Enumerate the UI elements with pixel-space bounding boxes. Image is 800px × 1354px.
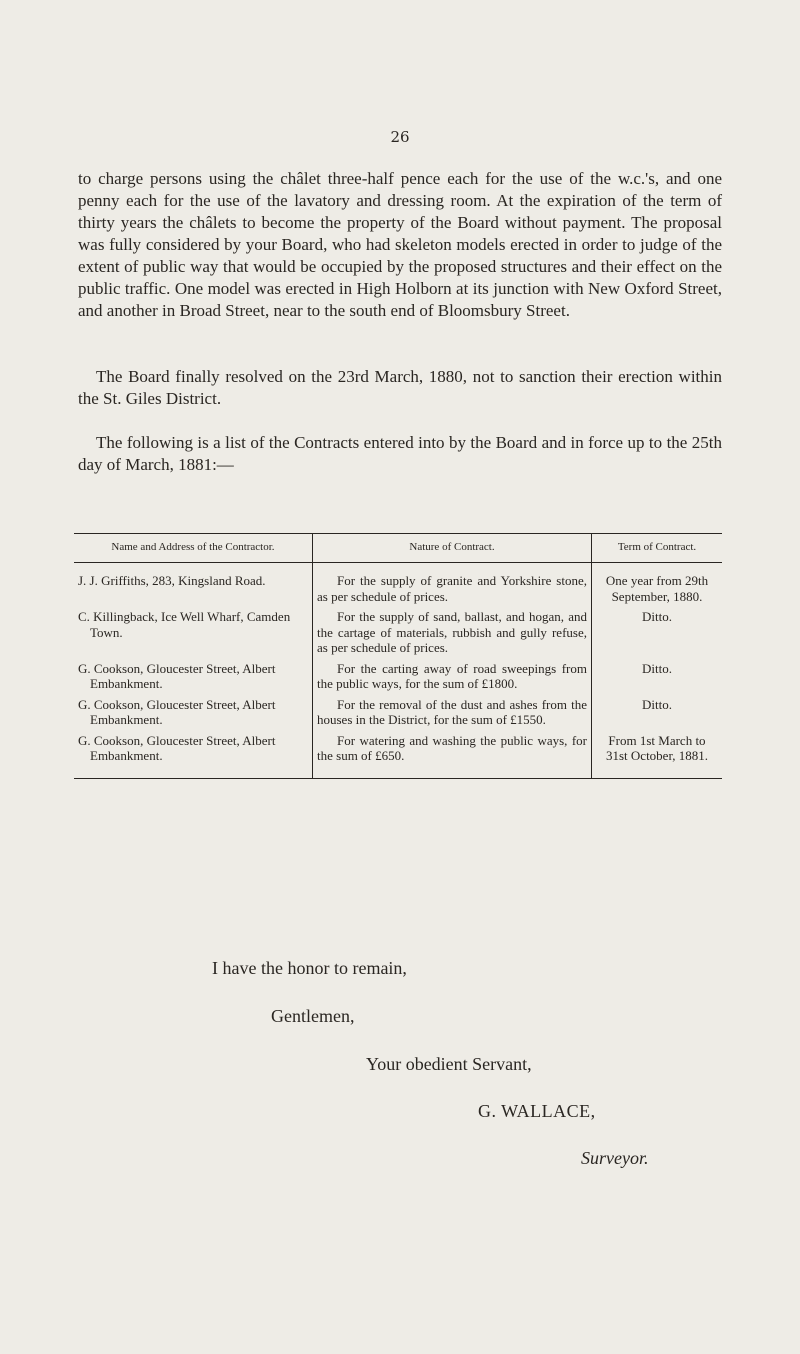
salutation: Gentlemen, [271, 1006, 355, 1026]
paragraph-resolution: The Board finally resolved on the 23rd March, 1880, not to sanction their erection within the St. Giles District. [78, 367, 722, 408]
contractor-cell: G. Cookson, Gloucester Street, Albert Embankment. [78, 696, 276, 727]
paragraph-contracts-intro: The following is a list of the Contracts entered into by the Board and in force up to the 25th day of March, 1881:— [78, 433, 722, 474]
nature-cell: For the carting away of road sweepings from the public ways, for the sum of £1800. [317, 660, 587, 691]
nature-cell: For watering and washing the public ways, for the sum of £650. [317, 732, 587, 763]
table-row [74, 661, 722, 697]
paragraph-chalets: to charge persons using the châlet three-half pence each for the use of the w.c.'s, and one penny each for the use of the lavatory and dressing room. At the expiration of the term of thirty years the châlets to become the property of the Board without payment. The proposal was fully considered by your Board, who had skeleton models erected in order to judge of the extent of public way that would be occupied by the proposed structures and their effect on the public traffic. One model was erected in High Holborn at its junction with New Oxford Street, and another in Broad Street, near to the south end of Bloomsbury Street. [78, 169, 722, 320]
header-nature: Nature of Contract. [313, 534, 592, 563]
header-term: Term of Contract. [592, 534, 723, 563]
term-cell: Ditto. [642, 660, 672, 676]
term-cell: One year from 29th September, 1880. [605, 573, 709, 604]
page-number: 26 [390, 128, 410, 146]
nature-cell: For the removal of the dust and ashes from the houses in the District, for the sum of £1550. [317, 696, 587, 727]
valediction: Your obedient Servant, [366, 1054, 532, 1074]
header-contractor: Name and Address of the Contractor. [74, 534, 313, 563]
table-row [74, 697, 722, 733]
contractor-cell: J. J. Griffiths, 283, Kingsland Road. [78, 573, 266, 588]
table-row [74, 563, 722, 610]
contracts-table [74, 533, 722, 779]
table-row [74, 733, 722, 779]
signature-name: G. WALLACE, [478, 1101, 596, 1121]
nature-cell: For the supply of sand, ballast, and hogan, and the cartage of materials, rubbish and gully refuse, as per schedule of prices. [317, 609, 587, 655]
signature-title: Surveyor. [581, 1148, 649, 1168]
nature-cell: For the supply of granite and Yorkshire stone, as per schedule of prices. [317, 573, 587, 604]
term-cell: Ditto. [642, 609, 672, 624]
term-cell: From 1st March to 31st October, 1881. [605, 732, 709, 763]
contractor-cell: G. Cookson, Gloucester Street, Albert Embankment. [78, 732, 276, 763]
table-header-row [74, 534, 722, 563]
table-row [74, 609, 722, 661]
term-cell: Ditto. [642, 696, 672, 712]
contractor-cell: G. Cookson, Gloucester Street, Albert Embankment. [78, 660, 276, 691]
closing-line: I have the honor to remain, [212, 958, 407, 978]
contractor-cell: C. Killingback, Ice Well Wharf, Camden Town. [78, 609, 291, 640]
